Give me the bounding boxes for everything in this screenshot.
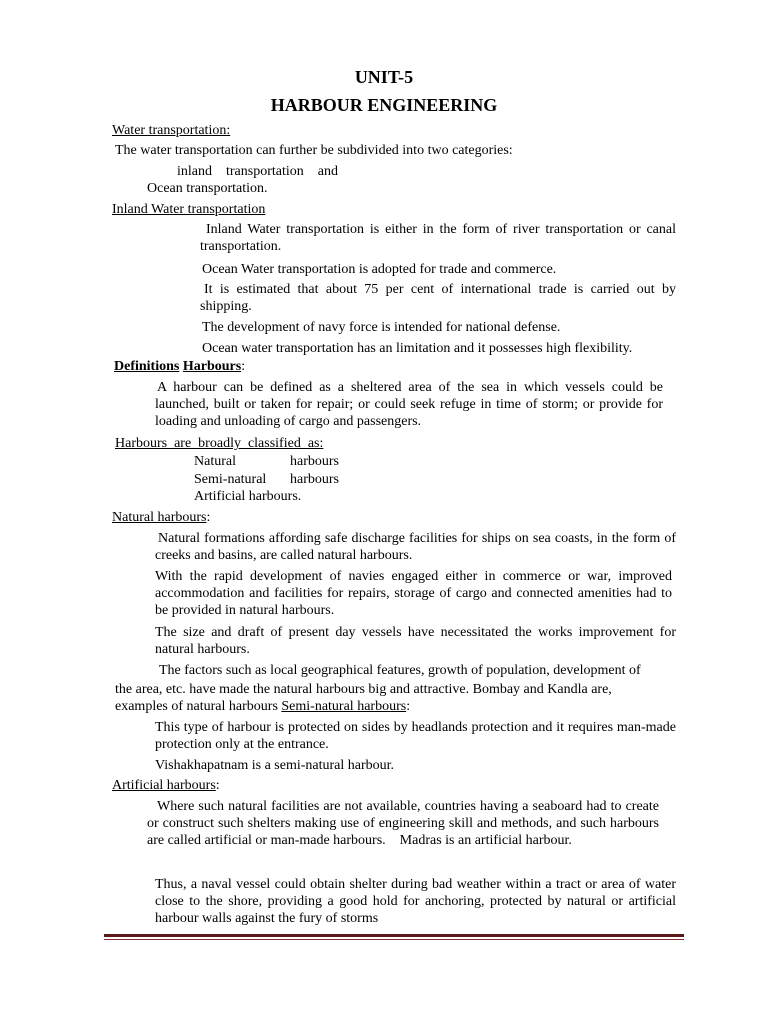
semi-natural-colon: : bbox=[406, 699, 411, 714]
class-artificial: Artificial harbours. bbox=[194, 489, 302, 504]
artificial-heading bbox=[112, 777, 220, 794]
semi-natural-paragraph-1: This type of harbour is protected on sides by headlands protection and it requires man-made protection only at the entrance. bbox=[155, 720, 676, 752]
natural-paragraph-3: The size and draft of present day vessels have necessitated the works improvement for natural harbours. bbox=[155, 625, 676, 657]
category-inland: inland transportation and bbox=[177, 164, 338, 179]
natural-heading bbox=[112, 509, 210, 526]
harbours-word: Harbours bbox=[182, 359, 242, 374]
category-ocean: Ocean transportation. bbox=[147, 181, 268, 196]
natural-paragraph-4-line-1: The factors such as local geographical features, growth of population, development of bbox=[159, 663, 641, 678]
classified-heading: Harbours are broadly classified as: bbox=[115, 436, 324, 451]
definition-paragraph: A harbour can be defined as a sheltered area of the sea in which vessels could be launched, built or taken for repair; or could seek refuge in time of storm; or provide for loading and unloading of cargo and passengers. bbox=[155, 380, 663, 429]
inland-paragraph-3: It is estimated that about 75 per cent of international trade is carried out by shipping. bbox=[200, 282, 676, 314]
artificial-paragraph-1: Where such natural facilities are not available, countries having a seaboard had to create or construct such shelters making use of engineering skill and methods, and such harbours are called artificial or man-made harbours. Madras is an artificial harbour. bbox=[147, 799, 663, 848]
class-semi-natural: Semi-natural bbox=[194, 472, 267, 487]
natural-paragraph-2: With the rapid development of navies engaged either in commerce or war, improved accommodation and facilities for repairs, storage of cargo and connected amenities had to be provided in natural harbours. bbox=[155, 569, 672, 618]
natural-paragraph-4-line-2: the area, etc. have made the natural harbours big and attractive. Bombay and Kandla are, bbox=[115, 682, 612, 697]
footer-rule-thick bbox=[104, 934, 684, 937]
semi-natural-heading: Semi-natural harbours bbox=[281, 699, 407, 714]
water-intro: The water transportation can further be subdivided into two categories: bbox=[115, 143, 513, 158]
natural-paragraph-4-line-3 bbox=[115, 698, 410, 715]
semi-natural-paragraph-2: Vishakhapatnam is a semi-natural harbour. bbox=[155, 758, 395, 773]
water-transportation-heading: Water transportation: bbox=[112, 123, 231, 138]
page-title: HARBOUR ENGINEERING bbox=[270, 95, 498, 115]
natural-examples-text: examples of natural harbours bbox=[115, 699, 282, 714]
inland-paragraph-2: Ocean Water transportation is adopted for trade and commerce. bbox=[202, 262, 557, 277]
artificial-paragraph-2: Thus, a naval vessel could obtain shelter during bad weather within a tract or area of water close to the shore, providing a good hold for anchoring, protected by natural or artificial harbour walls against the fury of storms bbox=[155, 877, 676, 926]
definitions-word: Definitions bbox=[114, 359, 180, 374]
inland-heading: Inland Water transportation bbox=[112, 202, 266, 217]
inland-paragraph-1: Inland Water transportation is either in the form of river transportation or canal transportation. bbox=[200, 222, 676, 254]
natural-heading-text: Natural harbours bbox=[112, 510, 207, 525]
natural-heading-colon: : bbox=[206, 510, 211, 525]
artificial-heading-text: Artificial harbours bbox=[112, 778, 216, 793]
class-semi-natural-harbours: harbours bbox=[290, 472, 339, 487]
unit-label: UNIT-5 bbox=[354, 67, 414, 87]
inland-paragraph-5: Ocean water transportation has an limitation and it possesses high flexibility. bbox=[202, 341, 633, 356]
definitions-colon: : bbox=[241, 359, 246, 374]
inland-paragraph-4: The development of navy force is intended for national defense. bbox=[202, 320, 561, 335]
artificial-heading-colon: : bbox=[215, 778, 220, 793]
class-natural-harbours: harbours bbox=[290, 454, 339, 469]
class-natural: Natural bbox=[194, 454, 236, 469]
footer-rule-thin bbox=[104, 939, 684, 940]
definitions-heading bbox=[114, 358, 245, 375]
natural-paragraph-1: Natural formations affording safe discharge facilities for ships on sea coasts, in the form of creeks and basins, are called natural harbours. bbox=[155, 531, 676, 563]
